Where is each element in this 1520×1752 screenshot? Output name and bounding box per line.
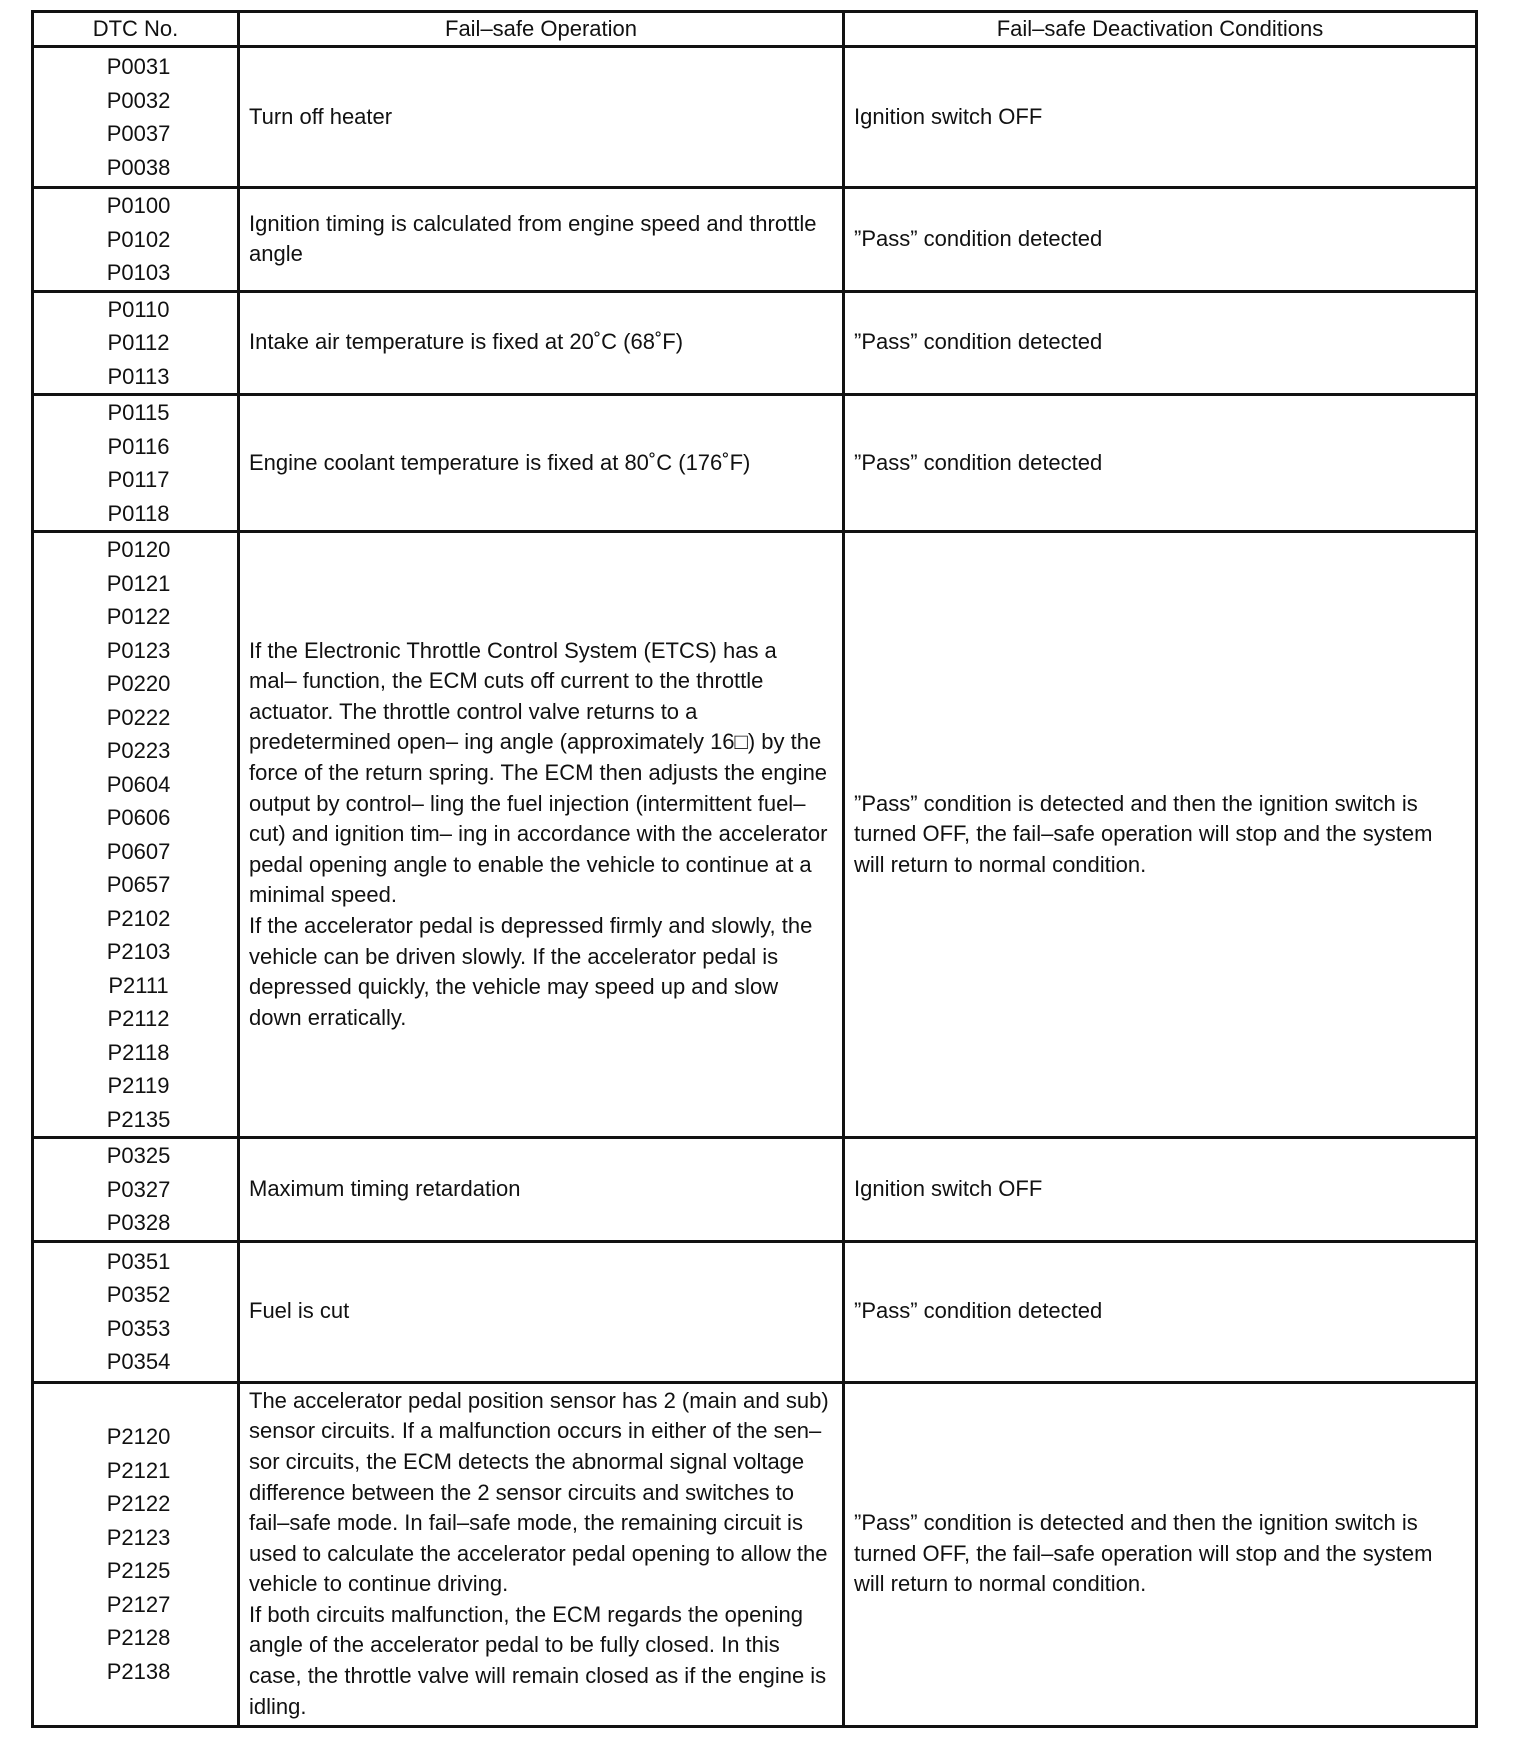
dtc-code: P0115	[107, 400, 170, 425]
operation-text: Maximum timing retardation	[249, 1175, 521, 1201]
deactivation-text: Ignition switch OFF	[854, 1175, 1043, 1201]
fail-safe-table	[31, 10, 1478, 1728]
dtc-code: P0120	[106, 537, 171, 562]
dtc-codes-cell	[33, 532, 239, 1138]
operation-text: Ignition timing is calculated from engine speed and throttle angle	[249, 210, 817, 267]
dtc-codes-cell	[33, 395, 239, 532]
dtc-code: P0604	[106, 771, 171, 797]
deactivation-condition-cell	[844, 1138, 1477, 1242]
table-row	[33, 1138, 1477, 1242]
table-row	[33, 1241, 1477, 1382]
dtc-code: P2103	[106, 939, 171, 964]
fail-safe-operation-cell	[239, 47, 844, 188]
dtc-code: P0118	[107, 500, 170, 526]
table-row	[33, 47, 1477, 188]
dtc-code: P2122	[106, 1491, 171, 1516]
dtc-code: P0112	[107, 330, 170, 355]
deactivation-text: ”Pass” condition is detected and then the ignition switch is turned OFF, the fail–safe operation will stop and the system will return to normal condition.	[854, 1510, 1433, 1597]
deactivation-text: Ignition switch OFF	[854, 103, 1043, 129]
deactivation-condition-cell	[844, 47, 1477, 188]
dtc-code: P0352	[106, 1282, 171, 1307]
deactivation-text: ”Pass” condition detected	[854, 329, 1103, 355]
dtc-codes-cell	[33, 1138, 239, 1242]
dtc-code: P2120	[106, 1424, 171, 1449]
table-row	[33, 532, 1477, 1138]
operation-text: Intake air temperature is fixed at 20˚C (68˚F)	[249, 329, 684, 355]
header-dtc-no: DTC No.	[33, 12, 239, 47]
dtc-code: P2118	[107, 1039, 170, 1065]
dtc-code: P0327	[106, 1176, 171, 1202]
fail-safe-operation-cell	[239, 188, 844, 292]
fail-safe-operation-cell	[239, 395, 844, 532]
dtc-code: P2138	[106, 1658, 171, 1684]
dtc-code: P0103	[106, 260, 171, 285]
dtc-code: P0325	[106, 1143, 171, 1168]
deactivation-text: ”Pass” condition detected	[854, 449, 1103, 475]
dtc-code: P0032	[106, 87, 171, 113]
dtc-code: P0354	[106, 1349, 171, 1374]
dtc-code: P0606	[106, 805, 171, 830]
operation-text: Engine coolant temperature is fixed at 80˚C (176˚F)	[249, 449, 751, 475]
dtc-code: P0607	[106, 838, 171, 864]
table-row	[33, 188, 1477, 292]
dtc-code: P2128	[106, 1625, 171, 1650]
dtc-code: P0037	[106, 121, 171, 146]
deactivation-condition-cell	[844, 188, 1477, 292]
dtc-codes-cell	[33, 1241, 239, 1382]
deactivation-condition-cell	[844, 532, 1477, 1138]
dtc-code: P0102	[106, 226, 171, 252]
dtc-code: P2127	[106, 1591, 171, 1617]
deactivation-text: ”Pass” condition detected	[854, 1298, 1103, 1324]
deactivation-condition-cell	[844, 291, 1477, 395]
table-row	[33, 291, 1477, 395]
dtc-code: P0117	[107, 467, 170, 492]
dtc-code: P2112	[107, 1006, 170, 1031]
deactivation-condition-cell	[844, 1241, 1477, 1382]
dtc-code: P0223	[106, 738, 171, 763]
header-row	[33, 12, 1477, 47]
operation-text: If both circuits malfunction, the ECM regards the opening angle of the accelerator pedal to be fully closed. In this case, the throttle valve will remain closed as if the engine is idling.	[249, 1601, 827, 1719]
dtc-code: P0657	[106, 872, 171, 897]
dtc-code: P0222	[106, 704, 171, 730]
dtc-code: P0353	[106, 1315, 171, 1341]
dtc-code: P2121	[106, 1457, 171, 1483]
deactivation-condition-cell	[844, 1382, 1477, 1726]
operation-text: If the accelerator pedal is depressed firmly and slowly, the vehicle can be driven slowly. If the accelerator pedal is depressed quickly, the vehicle may speed up and slow down erratically.	[249, 912, 813, 1030]
dtc-code: P2123	[106, 1524, 171, 1550]
header-fail-safe-operation: Fail–safe Operation	[239, 12, 844, 47]
dtc-code: P0220	[106, 671, 171, 696]
dtc-codes-cell	[33, 291, 239, 395]
dtc-code: P0110	[107, 296, 170, 322]
dtc-code: P0122	[106, 604, 171, 629]
fail-safe-operation-cell	[239, 291, 844, 395]
operation-text: Fuel is cut	[249, 1298, 350, 1324]
dtc-code: P0100	[106, 193, 171, 218]
operation-text: Turn off heater	[249, 103, 393, 129]
table-row	[33, 395, 1477, 532]
dtc-code: P2125	[106, 1558, 171, 1583]
fail-safe-operation-cell	[239, 1138, 844, 1242]
deactivation-text: ”Pass” condition is detected and then the ignition switch is turned OFF, the fail–safe operation will stop and the system will return to normal condition.	[854, 790, 1433, 877]
fail-safe-operation-cell	[239, 1241, 844, 1382]
dtc-code: P0123	[106, 637, 171, 663]
dtc-code: P0113	[107, 363, 170, 389]
fail-safe-operation-cell	[239, 532, 844, 1138]
deactivation-text: ”Pass” condition detected	[854, 225, 1103, 251]
dtc-code: P0121	[106, 570, 171, 596]
dtc-code: P2119	[107, 1073, 170, 1098]
dtc-code: P0116	[107, 433, 170, 459]
dtc-code: P0038	[106, 154, 171, 180]
dtc-codes-cell	[33, 47, 239, 188]
dtc-code: P0031	[106, 54, 171, 79]
dtc-code: P2135	[106, 1106, 171, 1132]
dtc-code: P2102	[106, 905, 171, 931]
header-deactivation-conditions: Fail–safe Deactivation Conditions	[844, 12, 1477, 47]
operation-text: The accelerator pedal position sensor has 2 (main and sub) sensor circuits. If a malfunction occurs in either of the sen– sor circuits, the ECM detects the abnormal signal voltage difference between the 2 sensor circuits and switches to fail–safe mode. In fail–safe mode, the remaining circuit is used to calculate the accelerator pedal opening to allow the vehicle to continue driving.	[249, 1387, 829, 1597]
dtc-code: P0328	[106, 1210, 171, 1235]
dtc-codes-cell	[33, 188, 239, 292]
fail-safe-operation-cell	[239, 1382, 844, 1726]
deactivation-condition-cell	[844, 395, 1477, 532]
operation-text: If the Electronic Throttle Control System (ETCS) has a mal– function, the ECM cuts off current to the throttle actuator. The throttle control valve returns to a predetermined open– ing angle (approximately 16□) by the force of the return spring. The ECM then adjusts the engine output by control– ling the fuel injection (intermittent fuel–cut) and ignition tim– ing in accordance with the accelerator pedal opening angle to enable the vehicle to continue at a minimal speed.	[249, 637, 828, 908]
dtc-codes-cell	[33, 1382, 239, 1726]
dtc-code: P0351	[106, 1248, 171, 1274]
table-row	[33, 1382, 1477, 1726]
dtc-code: P2111	[108, 972, 169, 998]
table-body	[33, 47, 1477, 1727]
